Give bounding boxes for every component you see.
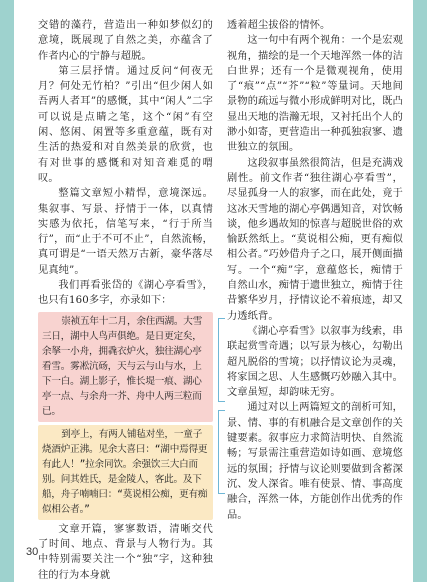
quote-text-2: 到亭上，有两人铺毡对坐，一童子烧酒炉正沸。见余大喜曰：“湖中焉得更有此人！”拉余同饮。余强饮三大白而别。问其姓氏，是金陵人，客此。及下船，舟子喃喃曰：“莫说相公痴，更有痴似相公者。”: [42, 428, 208, 515]
quote-text-1: 崇祯五年十二月，余住西湖。大雪三日，湖中人鸟声俱绝。是日更定矣，余拏一小舟，拥毳衣炉火，独往湖心亭看雪。雾凇沆砀，天与云与山与水，上下一白。湖上影子，惟长堤一痕、湖心亭一点、与余舟一芥、舟中人两三粒而已。: [42, 315, 203, 417]
left-decorative-band: [0, 0, 14, 582]
paragraph-structure: 《湖心亭看雪》以叙事为线索，串联起赏雪奇遇；以写景为核心，勾勒出超凡脱俗的雪境；以抒情议论为灵魂，将家国之思、人生感慨巧妙融入其中。文章虽短，却韵味无穷。: [227, 325, 403, 399]
quote-block-1: [38, 312, 213, 422]
paragraph-analysis-start: 文章开篇，寥寥数语，清晰交代了时间、地点、背景与人物行为。其中特别需要关注一个“独”字，这种独往的行为本身就: [38, 523, 213, 581]
quote-block-2: [38, 425, 213, 520]
paragraph-conclusion: 通过对以上两篇短文的剖析可知，景、情、事的有机融合是文章创作的关键要素。叙事应力求简洁明快、自然流畅；写景需注重营造如诗如画、意境悠远的氛围；抒情与议论则要做到含蓄深沉、发人深省。唯有使景、情、事高度融合，浑然一体，方能创作出优秀的作品。: [227, 402, 403, 521]
paragraph-continuation: 交错的藻荇，营造出一种如梦似幻的意境，既展现了自然之美，亦蕴含了作者内心的宁静与超脱。: [38, 20, 213, 62]
connector-bracket-1: [218, 318, 225, 402]
paragraph-third-layer: 第三层抒情。通过反问“何夜无月？何处无竹柏？”引出“但少闲人如吾两人者耳”的感慨，其中“闲人”二字可以说是点睛之笔，这个“闲”有空闲、悠闲、闲置等多重意蕴，既有对生活的热爱和对自然美景的欣赏，也有对世事的感慨和对知音难觅的喟叹。: [38, 65, 213, 184]
right-decorative-band: [413, 0, 427, 582]
right-column: [227, 18, 403, 523]
paragraph-perspective: 这一句中有两个视角：一个是宏观视角，描绘的是一个天地浑然一体的洁白世界；还有一个是微观视角，使用了“痕”“点”“芥”“粒”等量词。天地间景物的疏远与微小形成鲜明对比，既凸显出天地的浩瀚无垠，又衬托出个人的渺小如寄，更营造出一种孤独寂寥、遗世独立的氛围。: [227, 35, 403, 154]
left-column: [38, 18, 213, 583]
paragraph-narrative: 这段叙事虽然很简洁，但是充满戏剧性。前文作者“独往湖心亭看雪”，尽显孤身一人的寂寥，而在此处，竟于这冰天雪地的湖心亭偶遇知音，对饮畅谈，他乡遇故知的惊喜与超脱世俗的欢愉跃然纸上。“莫说相公痴，更有痴似相公者。”巧妙借舟子之口，展开侧面描写。一个“痴”字，意蕴悠长，痴情于自然山水，痴情于遗世独立，痴情于往昔繁华岁月，抒情议论不着痕迹，却又力透纸背。: [227, 157, 403, 322]
paragraph-intro-quote: 我们再看张岱的《湖心亭看雪》，也只有160多字，亦录如下：: [38, 280, 213, 307]
page-number: 30: [26, 546, 39, 558]
connector-bracket-2: [218, 410, 225, 494]
paragraph-continuation-right: 透着超尘拔俗的情怀。: [227, 20, 331, 31]
paragraph-summary: 整篇文章短小精悍，意境深远。集叙事、写景、抒情于一体，以真情实感为依托，信笔写来，“行于所当行”，而“止于不可不止”，自然流畅，真可谓是“一语天然万古新，豪华落尽见真纯”。: [38, 188, 213, 276]
